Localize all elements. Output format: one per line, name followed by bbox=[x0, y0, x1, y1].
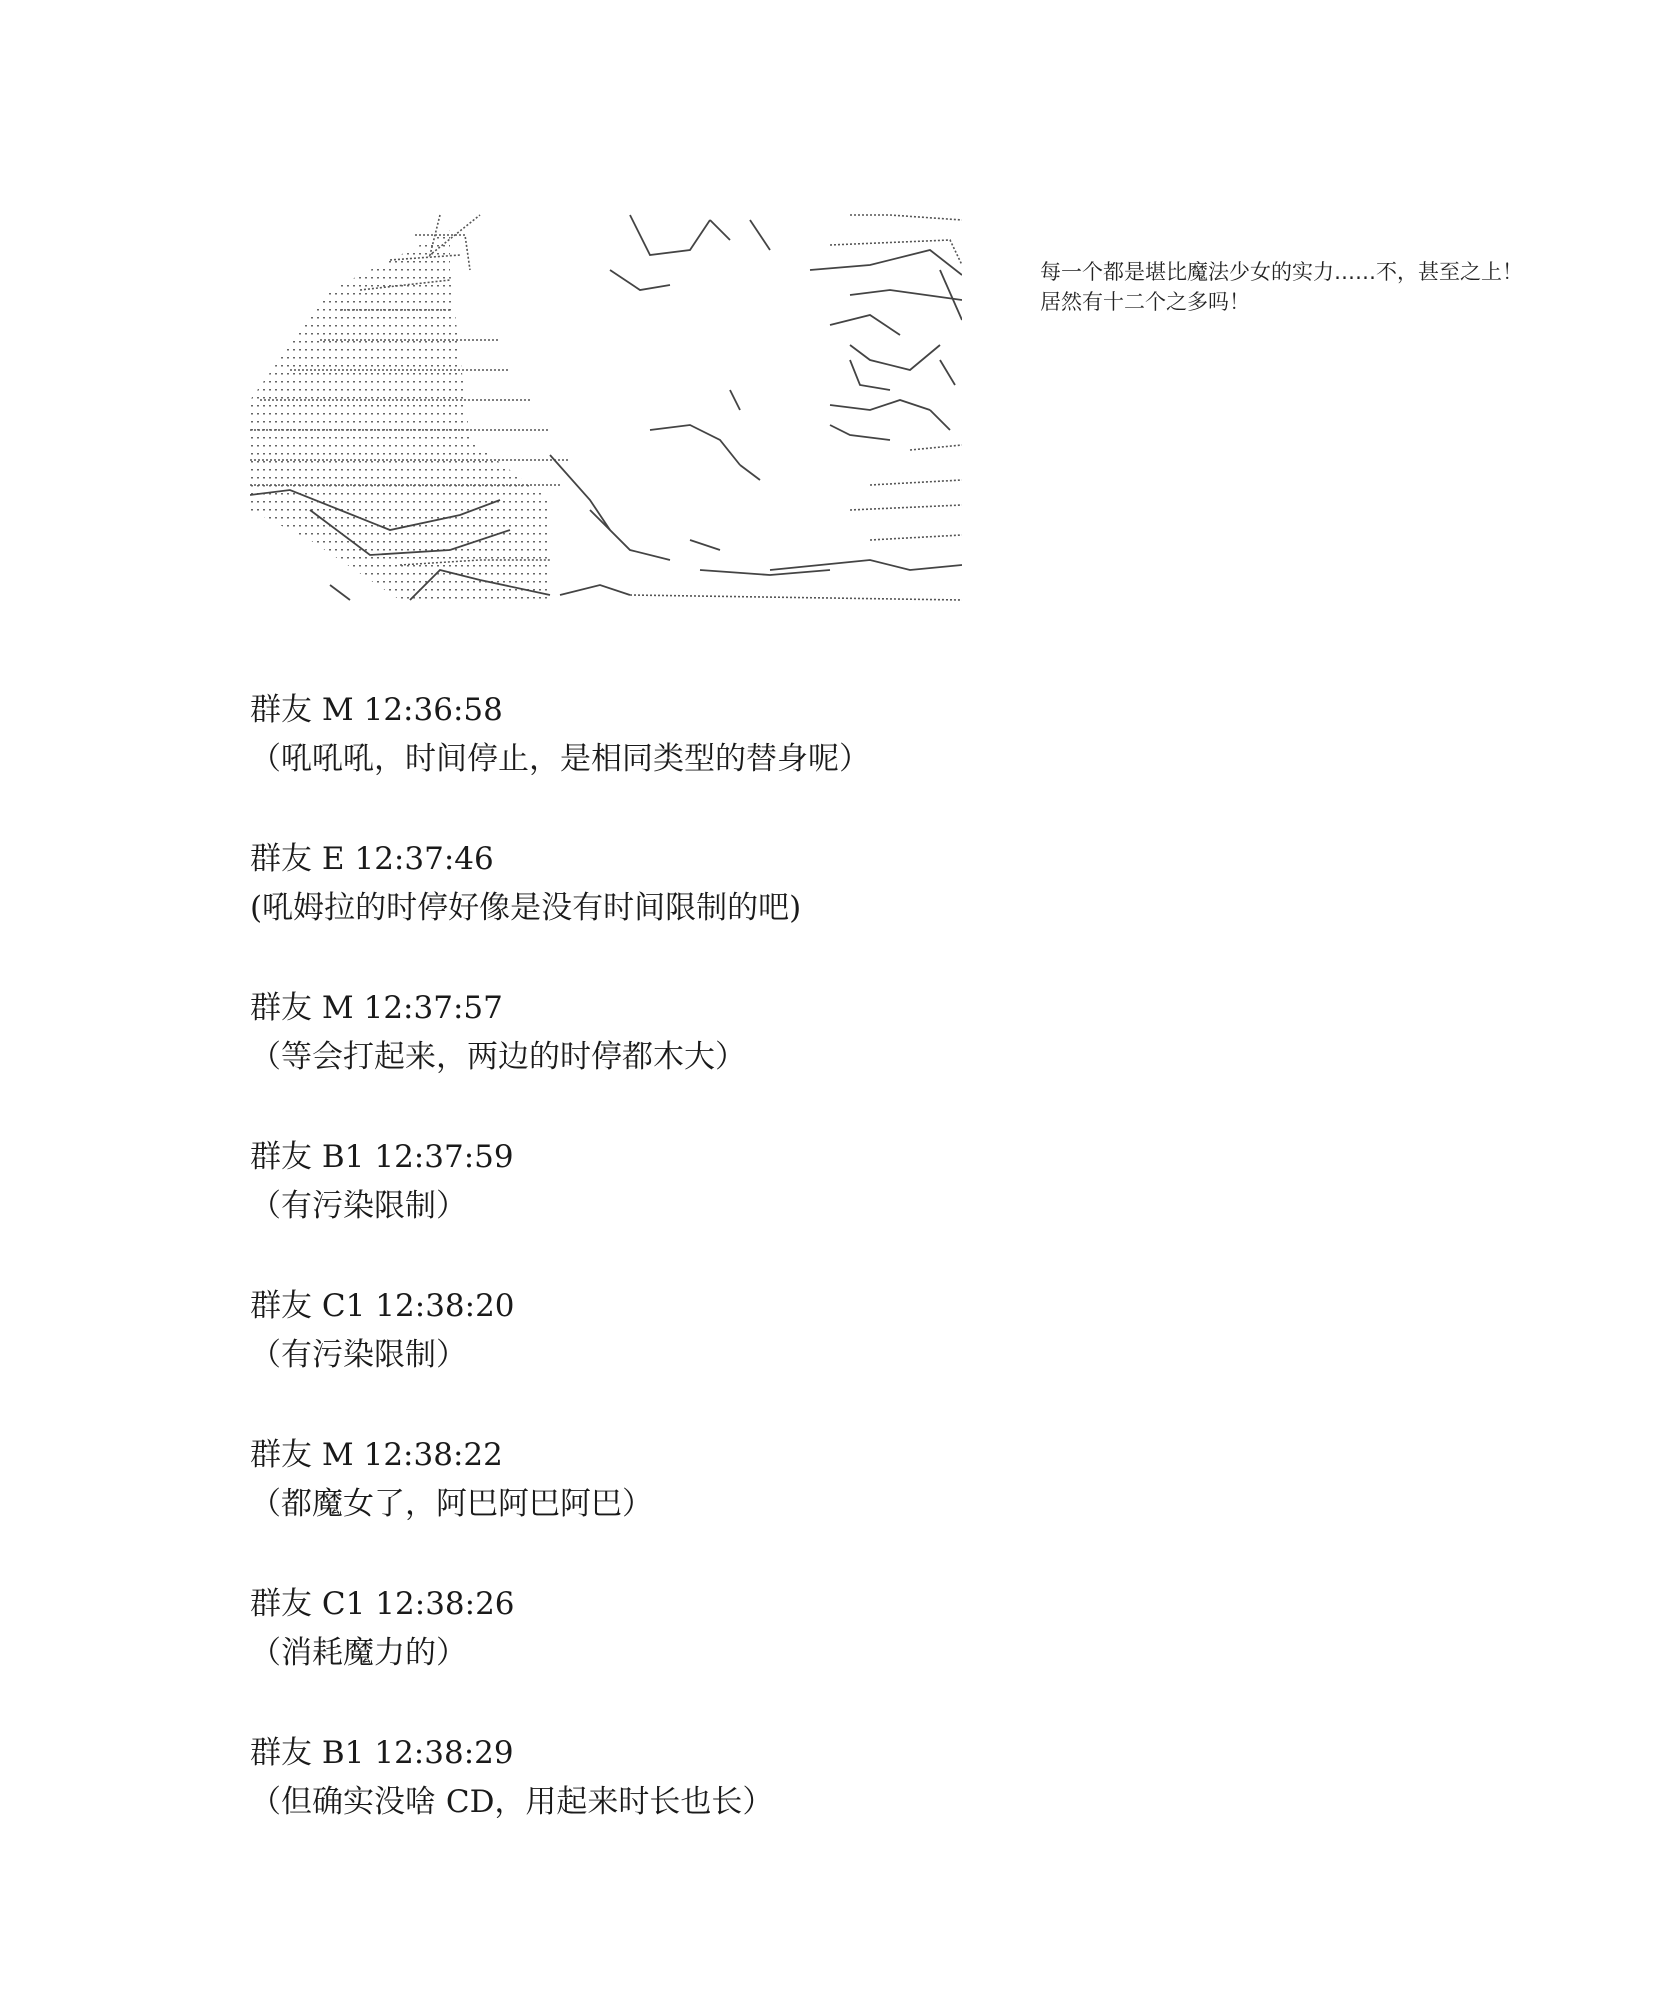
message-text: （有污染限制） bbox=[250, 1188, 467, 1224]
message-text: (吼姆拉的时停好像是没有时间限制的吧) bbox=[250, 890, 802, 926]
chat-message bbox=[250, 1431, 1350, 1580]
caption-line-2: 居然有十二个之多吗！ bbox=[1040, 290, 1250, 314]
message-header bbox=[250, 686, 1350, 735]
message-sender: 群友 C1 bbox=[250, 1288, 366, 1324]
message-time: 12:37:59 bbox=[374, 1139, 514, 1175]
message-header bbox=[250, 984, 1350, 1033]
message-sender: 群友 E bbox=[250, 841, 345, 877]
message-sender: 群友 M bbox=[250, 1437, 354, 1473]
message-sender: 群友 M bbox=[250, 990, 354, 1026]
message-header bbox=[250, 1580, 1350, 1629]
chat-message bbox=[250, 1133, 1350, 1282]
message-header bbox=[250, 835, 1350, 884]
chat-message bbox=[250, 1580, 1350, 1729]
chat-message bbox=[250, 835, 1350, 984]
message-header bbox=[250, 1133, 1350, 1182]
message-text: （消耗魔力的） bbox=[250, 1635, 467, 1671]
message-text: （但确实没啥 CD，用起来时长也长） bbox=[250, 1784, 774, 1820]
chat-message bbox=[250, 1282, 1350, 1431]
message-sender: 群友 C1 bbox=[250, 1586, 366, 1622]
side-caption bbox=[1040, 257, 1600, 317]
message-text: （有污染限制） bbox=[250, 1337, 467, 1373]
message-text: （都魔女了，阿巴阿巴阿巴） bbox=[250, 1486, 653, 1522]
message-time: 12:38:26 bbox=[375, 1586, 515, 1622]
message-time: 12:37:46 bbox=[354, 841, 494, 877]
message-text: （吼吼吼，时间停止，是相同类型的替身呢） bbox=[250, 741, 870, 777]
message-time: 12:36:58 bbox=[363, 692, 503, 728]
chat-message bbox=[250, 984, 1350, 1133]
ascii-art-illustration bbox=[250, 210, 962, 602]
message-sender: 群友 B1 bbox=[250, 1139, 365, 1175]
message-time: 12:38:20 bbox=[375, 1288, 515, 1324]
message-time: 12:37:57 bbox=[363, 990, 503, 1026]
message-text: （等会打起来，两边的时停都木大） bbox=[250, 1039, 746, 1075]
message-sender: 群友 M bbox=[250, 692, 354, 728]
chat-log bbox=[250, 686, 1350, 1878]
message-header bbox=[250, 1282, 1350, 1331]
message-header bbox=[250, 1729, 1350, 1778]
message-time: 12:38:29 bbox=[374, 1735, 514, 1771]
ascii-art-drawing bbox=[250, 210, 962, 602]
message-time: 12:38:22 bbox=[363, 1437, 503, 1473]
message-header bbox=[250, 1431, 1350, 1480]
caption-line-1: 每一个都是堪比魔法少女的实力……不，甚至之上！ bbox=[1040, 260, 1523, 284]
message-sender: 群友 B1 bbox=[250, 1735, 365, 1771]
chat-message bbox=[250, 686, 1350, 835]
chat-message bbox=[250, 1729, 1350, 1878]
